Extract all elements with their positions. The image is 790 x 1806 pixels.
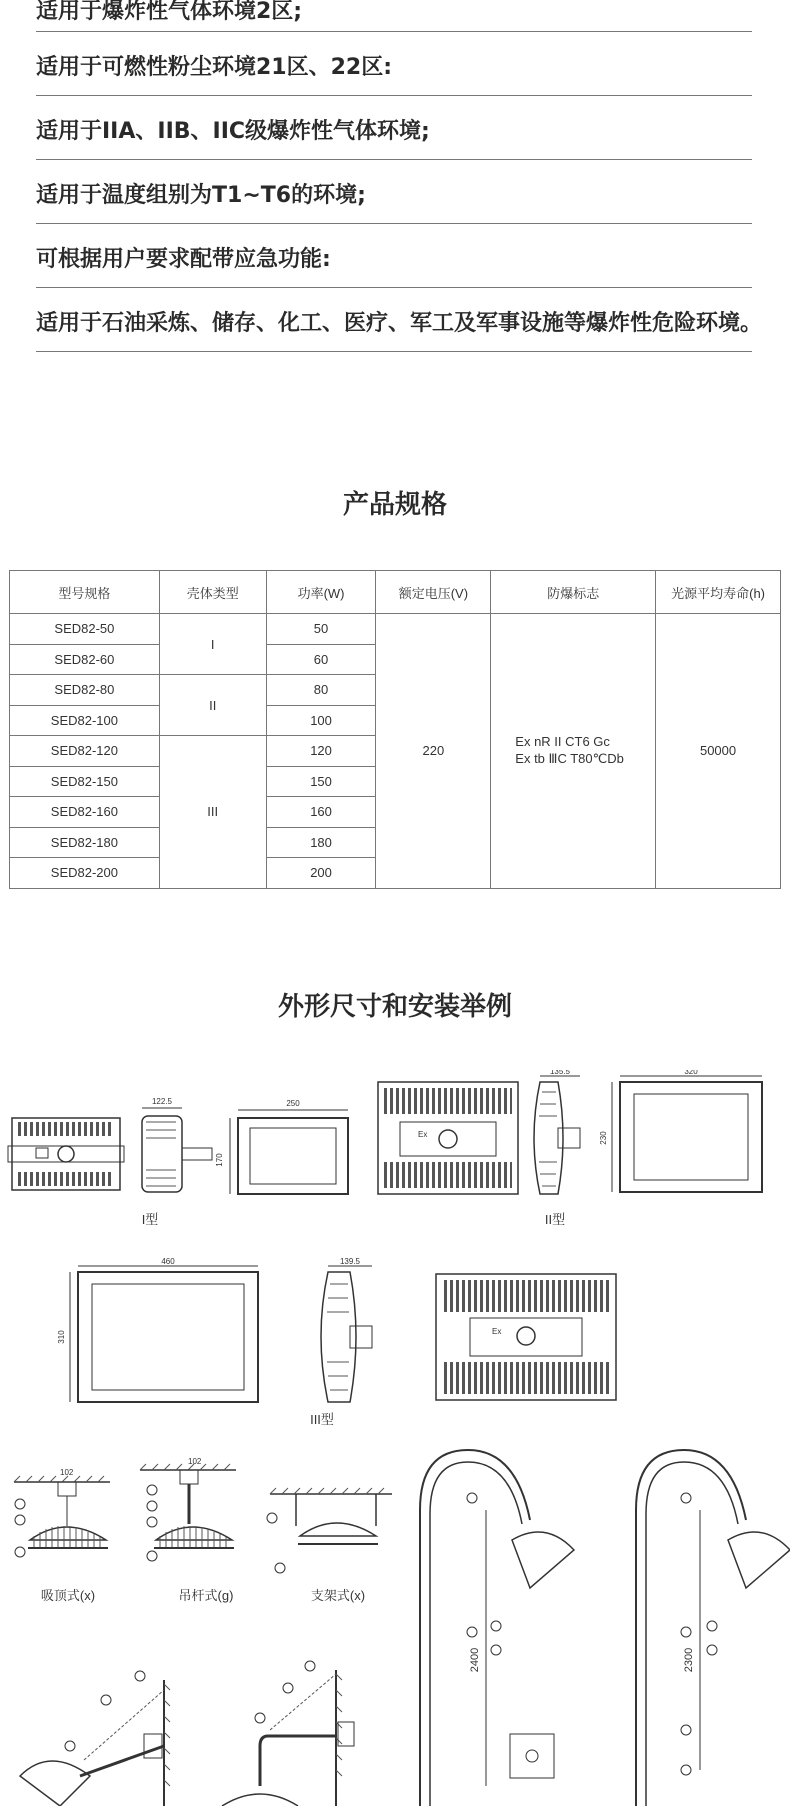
ex-mark-line: Ex nR II CT6 Gc (515, 734, 610, 750)
ceiling-mount-caption: 吸顶式(x) (40, 1588, 96, 1603)
cell-power: 120 (266, 736, 376, 767)
type1-back-view (215, 1099, 348, 1194)
cell-model: SED82-120 (10, 736, 160, 767)
type1-height-dim: 170 (215, 1153, 224, 1167)
type3-front-view (436, 1274, 616, 1400)
cell-model: SED82-60 (10, 644, 160, 675)
type2-caption: II型 (544, 1212, 566, 1227)
type2-depth-dim: 135.5 (549, 1070, 571, 1076)
cell-power: 200 (266, 858, 376, 889)
feature-item: 适用于可燃性粉尘环境21区、22区: (36, 32, 752, 96)
type2-front-view (378, 1082, 518, 1194)
type1-front-view (8, 1118, 124, 1190)
header-lifetime: 光源平均寿命(h) (656, 571, 781, 614)
pendant-mount-drawing (140, 1457, 236, 1561)
pole-2-height-dim: 2300 (683, 1647, 695, 1673)
type2-width-dim: 320 (684, 1070, 698, 1076)
feature-item: 适用于温度组别为T1~T6的环境; (36, 160, 752, 224)
feature-item: 适用于爆炸性气体环境2区; (36, 0, 752, 32)
cell-model: SED82-150 (10, 766, 160, 797)
spec-header-row (10, 571, 781, 614)
cell-power: 60 (266, 644, 376, 675)
cell-model: SED82-50 (10, 614, 160, 645)
spec-section-title: 产品规格 (342, 490, 447, 520)
ceiling-mount-drawing (14, 1468, 110, 1557)
cell-power: 50 (266, 614, 376, 645)
cell-housing: II (159, 675, 266, 736)
cell-power: 180 (266, 827, 376, 858)
cell-model: SED82-160 (10, 797, 160, 828)
header-model: 型号规格 (10, 571, 160, 614)
wall-mount-drawing (20, 1671, 170, 1806)
feature-item: 可根据用户要求配带应急功能: (36, 224, 752, 288)
ceiling-mount-dim: 102 (60, 1468, 74, 1477)
feature-item: 适用于石油采炼、储存、化工、医疗、军工及军事设施等爆炸性危险环境。 (36, 288, 752, 352)
bracket-mount-drawing (267, 1488, 392, 1573)
type3-width-dim: 460 (161, 1257, 175, 1266)
cell-power: 160 (266, 797, 376, 828)
type3-side-view (321, 1257, 372, 1402)
cell-housing: I (159, 614, 266, 675)
type2-height-dim: 230 (599, 1131, 608, 1145)
header-power: 功率(W) (266, 571, 376, 614)
pendant-mount-dim: 102 (188, 1457, 202, 1466)
type2-side-view (534, 1070, 580, 1194)
type1-caption: I型 (141, 1212, 159, 1227)
cell-ex-mark (491, 614, 656, 889)
cell-power: 80 (266, 675, 376, 706)
spec-table (9, 570, 781, 889)
type3-height-dim: 310 (57, 1330, 66, 1344)
wall-arm-mount-drawing (222, 1661, 354, 1806)
cell-power: 150 (266, 766, 376, 797)
dimensions-section-title: 外形尺寸和安装举例 (277, 992, 512, 1022)
type2-ex-label: Ex (418, 1130, 428, 1139)
type3-depth-dim: 139.5 (339, 1257, 361, 1266)
pendant-mount-caption: 吊杆式(g) (178, 1588, 234, 1603)
dimension-drawings (0, 1070, 790, 1806)
feature-list (36, 0, 763, 352)
cell-lifetime: 50000 (656, 614, 781, 889)
type2-back-view (599, 1070, 762, 1192)
bracket-mount-caption: 支架式(x) (310, 1588, 366, 1603)
cell-housing: III (159, 736, 266, 889)
cell-model: SED82-80 (10, 675, 160, 706)
header-housing: 壳体类型 (159, 571, 266, 614)
feature-item: 适用于IIA、IIB、IIC级爆炸性气体环境; (36, 96, 752, 160)
type3-back-view (57, 1257, 258, 1402)
table-row (10, 614, 781, 645)
cell-model: SED82-100 (10, 705, 160, 736)
cell-voltage: 220 (376, 614, 491, 889)
type3-ex-label: Ex (492, 1327, 502, 1336)
cell-power: 100 (266, 705, 376, 736)
ex-mark-line: Ex tb ⅢC T80℃Db (515, 751, 624, 767)
cell-model: SED82-180 (10, 827, 160, 858)
pole-mount-1-drawing (420, 1450, 574, 1806)
header-ex-mark: 防爆标志 (491, 571, 656, 614)
type3-caption: III型 (310, 1412, 334, 1427)
cell-model: SED82-200 (10, 858, 160, 889)
type1-depth-dim: 122.5 (151, 1097, 173, 1106)
pole-1-height-dim: 2400 (469, 1647, 481, 1673)
header-voltage: 额定电压(V) (376, 571, 491, 614)
type1-width-dim: 250 (286, 1099, 300, 1108)
pole-mount-2-drawing (636, 1450, 790, 1806)
type1-side-view (142, 1097, 212, 1192)
